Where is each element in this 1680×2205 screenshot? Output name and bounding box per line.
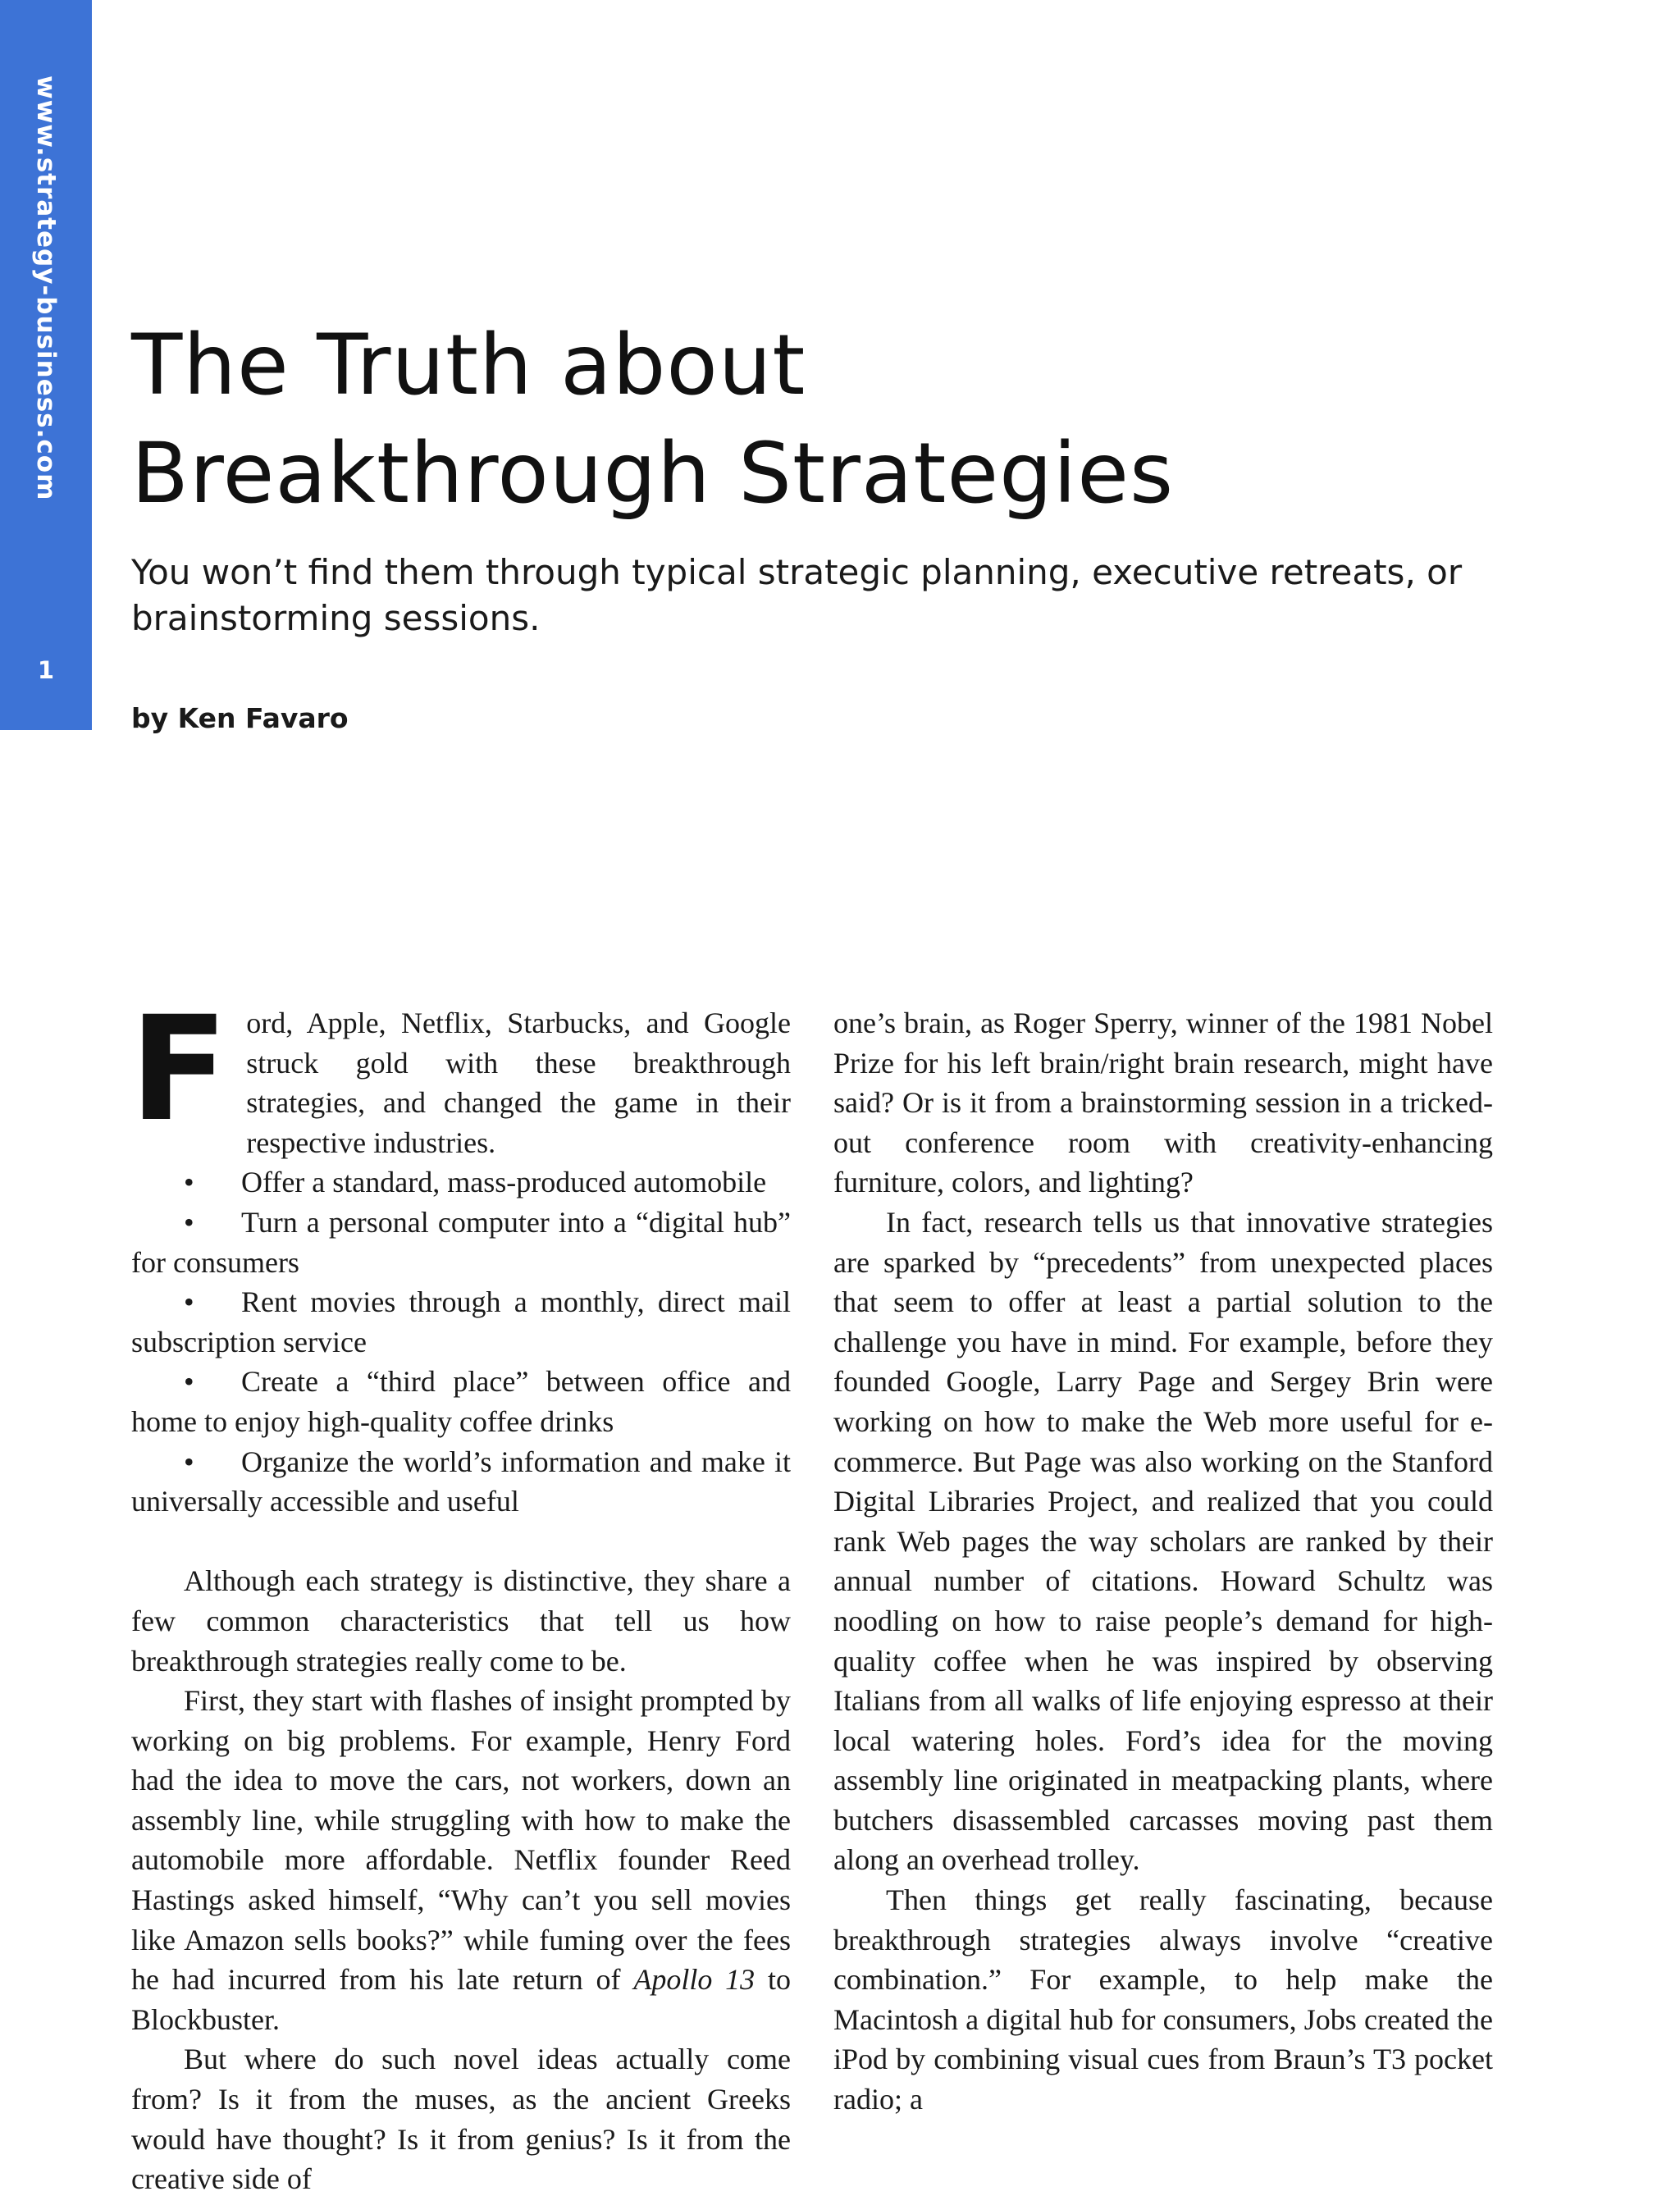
column-left [130, 985, 792, 2199]
bullet-item [131, 1203, 791, 1282]
body-paragraph: Although each strategy is distinctive, they share a few common characteristics that tell us how breakthrough strategies really come to be. [131, 1564, 791, 1678]
bullet-item [131, 1282, 791, 1362]
film-title: Apollo 13 [633, 1963, 756, 1997]
body-paragraph: Then things get really fascinating, because breakthrough strategies always involve “creative combination.” For example, to help make the Macintosh a digital hub for consumers, Jobs created the iPod by combining visual cues from Braun’s T3 pocket radio; a [833, 1883, 1493, 2116]
bullet-icon: • [184, 1285, 194, 1319]
bullet-icon: • [184, 1166, 194, 1199]
column-right [833, 1003, 1493, 2120]
bullet-text: Organize the world’s information and make it universally accessible and useful [131, 1445, 791, 1518]
title-line-2: Breakthrough Strategies [131, 425, 1175, 523]
bullet-icon: • [184, 1205, 194, 1239]
bullet-item [131, 1362, 791, 1441]
bullet-item [131, 1442, 791, 1522]
paragraph-gap [131, 1522, 791, 1562]
bullet-icon: • [184, 1365, 194, 1399]
article-subtitle: You won’t find them through typical strategic planning, executive retreats, or brainstorming sessions. [131, 552, 1463, 638]
site-url[interactable]: www.strategy-business.com [31, 75, 61, 501]
intro-text: ord, Apple, Netflix, Starbucks, and Google struck gold with these breakthrough strategies, and changed the game in their respective industries. [246, 1007, 791, 1159]
sidebar-band [0, 0, 92, 730]
body-paragraph: In fact, research tells us that innovative strategies are sparked by “precedents” from unexpected places that seem to offer at least a partial solution to the challenge you have in mind. For example, before they founded Google, Larry Page and Sergey Brin were working on how to make the Web more useful for e-commerce. But Page was also working on the Stanford Digital Libraries Project, and realized that you could rank Web pages the way scholars are ranked by their annual number of citations. Howard Schultz was noodling on how to raise people’s demand for high-quality coffee when he was inspired by observing Italians from all walks of life enjoying espresso at their local watering holes. Ford’s idea for the moving assembly line originated in meatpacking plants, where butchers disassembled carcasses moving past them along an overhead trolley. [833, 1205, 1493, 1877]
body-text: to Blockbuster. [131, 1963, 792, 2036]
page-number: 1 [37, 656, 55, 684]
bullet-item [131, 1162, 791, 1203]
drop-cap: F [130, 985, 229, 1153]
bullet-text: Offer a standard, mass-produced automobile [241, 1166, 767, 1199]
intro-paragraph [130, 985, 791, 1162]
body-paragraph [131, 1681, 791, 2039]
bullet-text: Turn a personal computer into a “digital hub” for consumers [131, 1205, 791, 1279]
title-line-1: The Truth about [131, 317, 806, 414]
byline: by Ken Favaro [131, 702, 349, 734]
body-text: First, they start with flashes of insight prompted by working on big problems. For example, Henry Ford had the idea to move the cars, not workers, down an assembly line, while struggling with how to make the automobile more affordable. Netflix founder Reed Hastings asked himself, “Why can’t you sell movies like Amazon sells books?” while fuming over the fees he had incurred from his late return of [131, 1684, 791, 1997]
bullet-text: Create a “third place” between office and home to enjoy high-quality coffee drinks [131, 1365, 791, 1438]
article-title [131, 312, 1526, 528]
bullet-icon: • [184, 1445, 194, 1478]
bullet-text: Rent movies through a monthly, direct mail subscription service [131, 1285, 791, 1358]
body-paragraph: But where do such novel ideas actually come from? Is it from the muses, as the ancient Greeks would have thought? Is it from genius? Is it from the creative side of [131, 2043, 791, 2196]
body-paragraph: one’s brain, as Roger Sperry, winner of the 1981 Nobel Prize for his left brain/right brain research, might have said? Or is it from a brainstorming session in a tricked-out conference room with creativity-enhancing furniture, colors, and lighting? [833, 1007, 1493, 1199]
